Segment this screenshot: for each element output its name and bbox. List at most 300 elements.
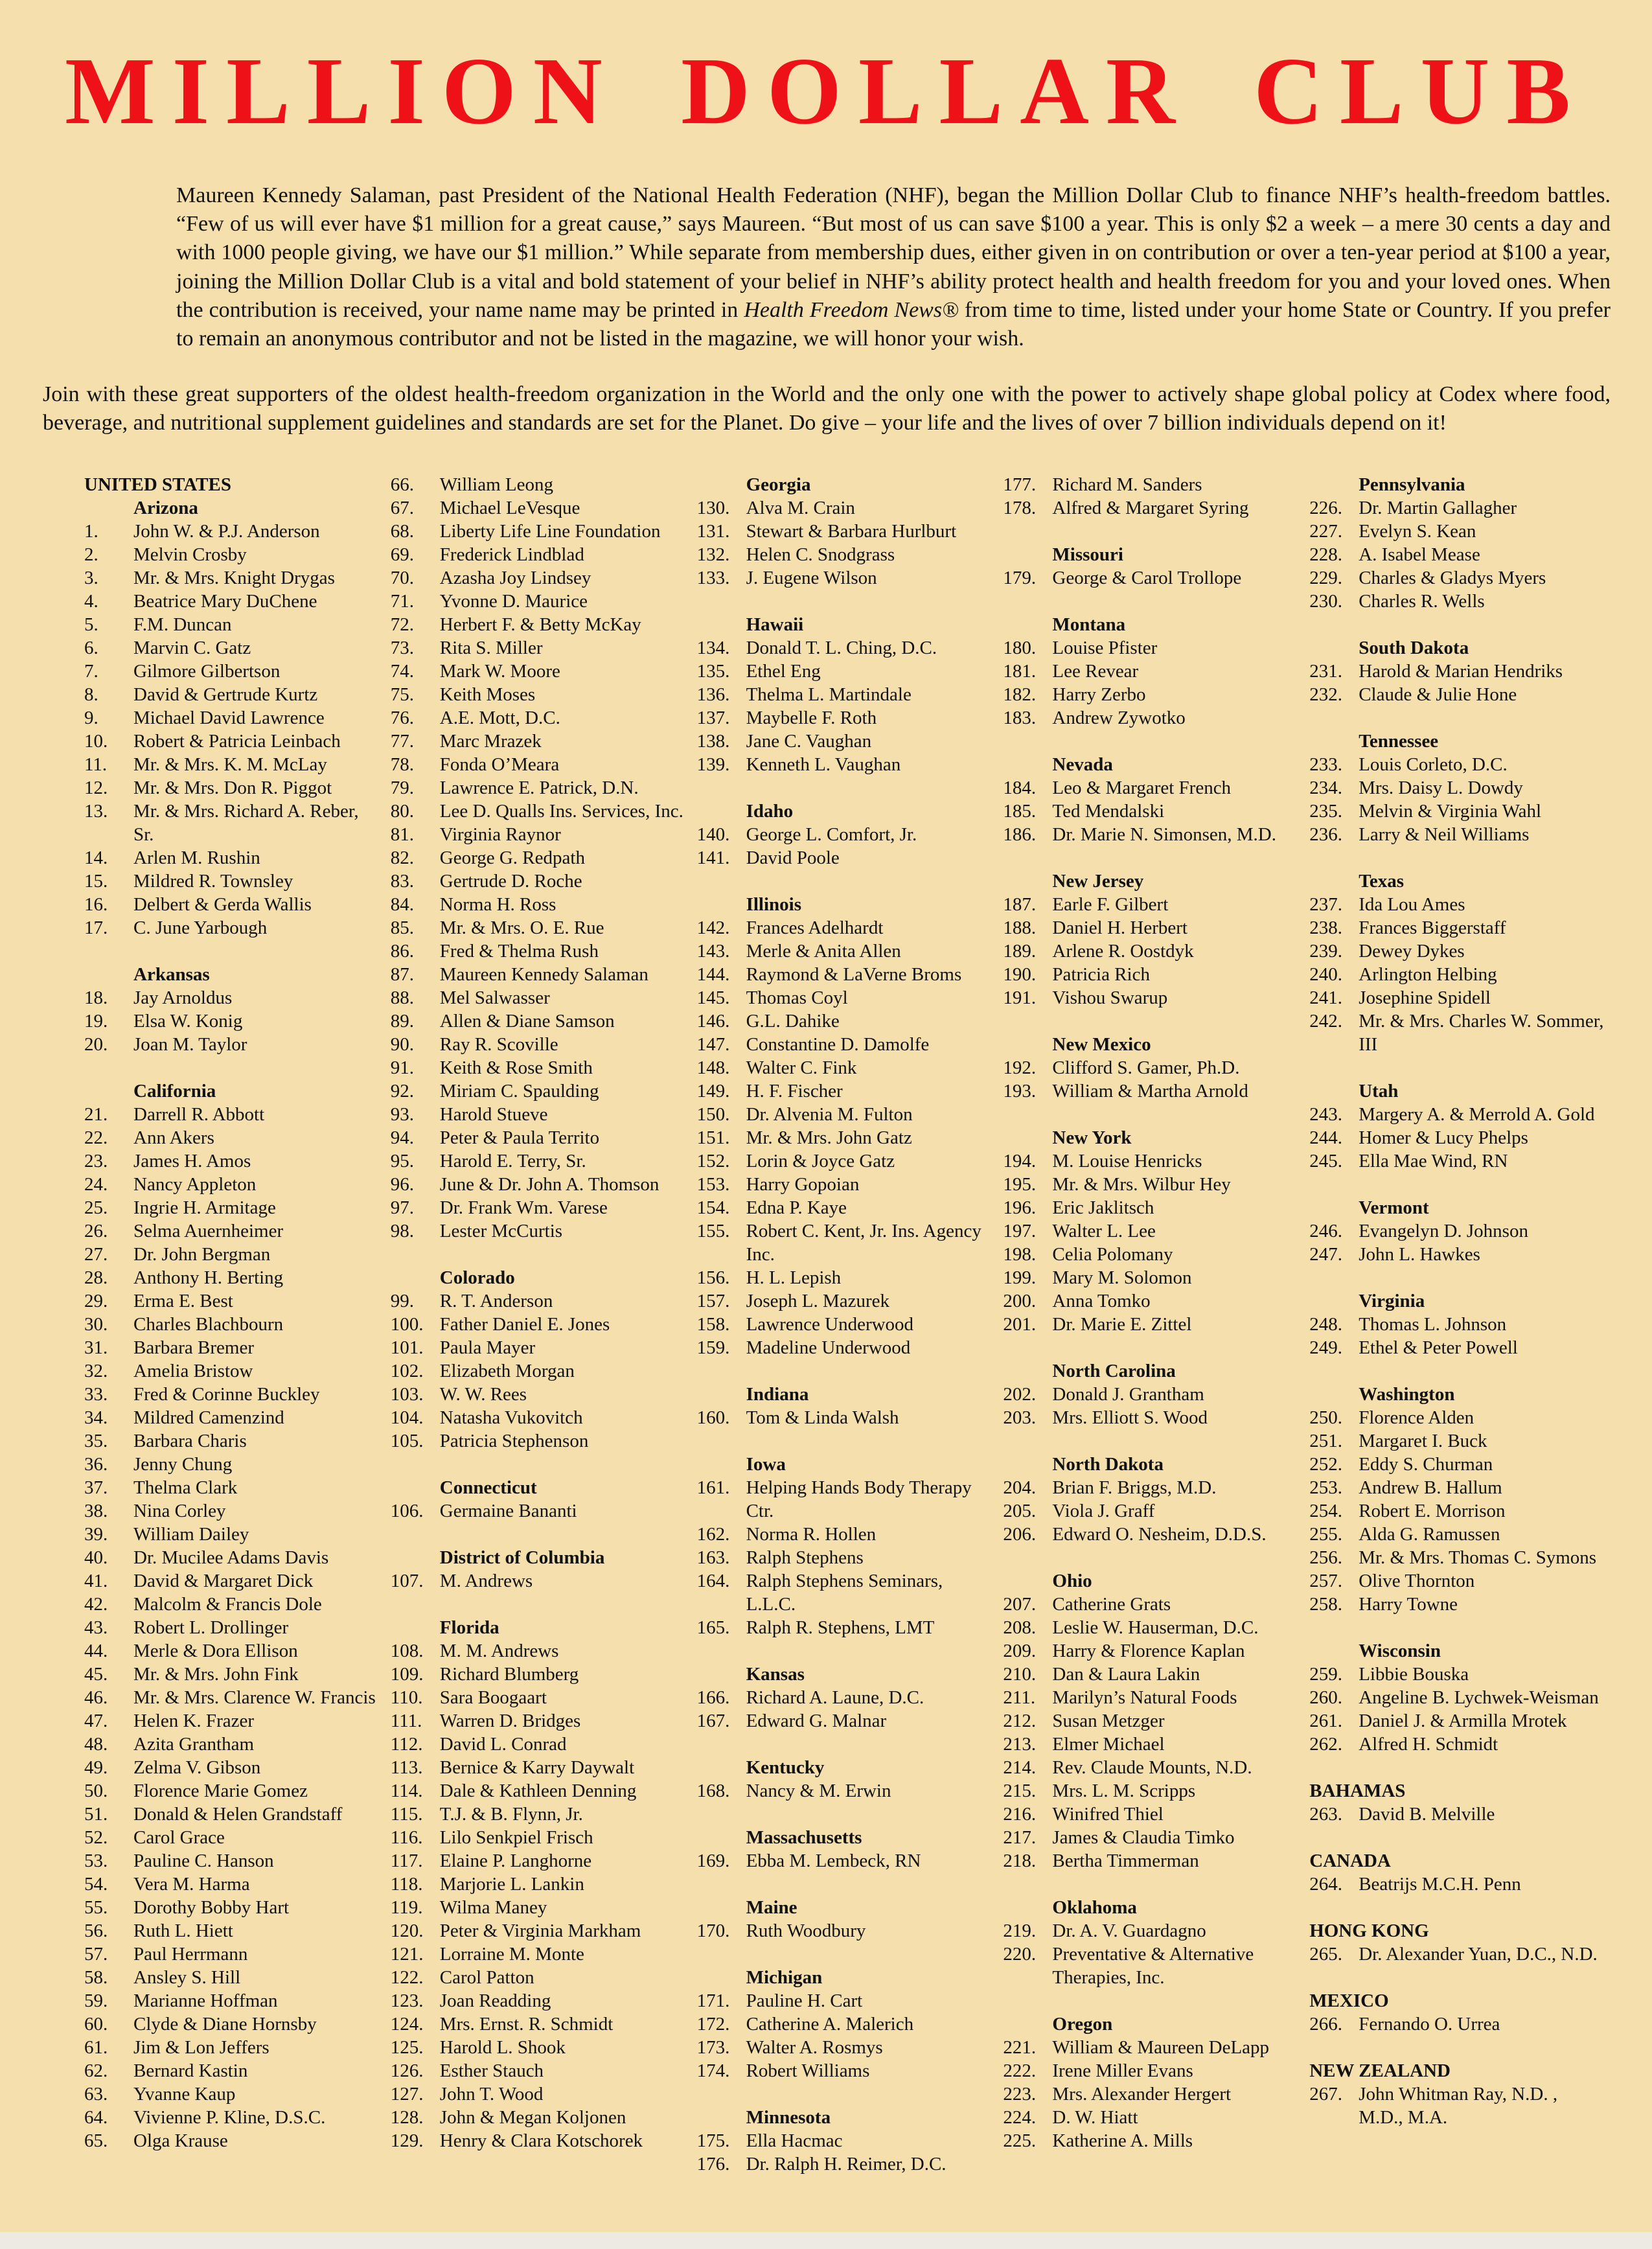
entry-number: 198. (1003, 1243, 1037, 1265)
list-entry (391, 1826, 687, 1849)
state-header: Connecticut (439, 1477, 537, 1498)
entry-number: 42. (84, 1593, 108, 1615)
list-entry (1309, 800, 1605, 823)
list-entry (697, 1709, 993, 1733)
entry-name: John & Megan Koljonen (439, 2106, 626, 2128)
entry-number: 78. (390, 754, 415, 775)
entry-number: 47. (84, 1710, 108, 1731)
entry-number: 123. (390, 1990, 424, 2011)
entry-number: 147. (696, 1033, 730, 1055)
list-entry (697, 1196, 993, 1219)
entry-number: 182. (1003, 684, 1037, 705)
list-entry (84, 1149, 380, 1173)
list-entry (697, 706, 993, 730)
list-entry (1003, 776, 1299, 800)
list-entry (84, 1593, 380, 1616)
entry-number: 153. (696, 1173, 730, 1195)
entry-name: Alva M. Crain (746, 497, 855, 518)
list-entry (1309, 1476, 1605, 1499)
entry-number: 81. (390, 824, 415, 845)
entry-number: 186. (1003, 824, 1037, 845)
entry-name: Alda G. Ramussen (1359, 1523, 1500, 1545)
list-entry (697, 1219, 993, 1266)
entry-number: 87. (390, 963, 415, 985)
entry-name: Virginia Raynor (439, 824, 561, 845)
state-header: New Jersey (1052, 870, 1144, 892)
list-entry (697, 660, 993, 683)
list-entry (1003, 986, 1299, 1009)
list-entry (391, 1359, 687, 1383)
entry-number: 149. (696, 1080, 730, 1101)
entry-name: Harry Zerbo (1052, 684, 1146, 705)
entry-number: 264. (1309, 1873, 1342, 1895)
entry-number: 180. (1003, 637, 1037, 658)
list-entry (84, 520, 380, 543)
entry-name: Frances Biggerstaff (1359, 917, 1506, 938)
list-entry (697, 1079, 993, 1103)
entry-name: Father Daniel E. Jones (439, 1313, 610, 1335)
list-entry (391, 846, 687, 870)
list-entry (1309, 2013, 1605, 2036)
entry-number: 141. (696, 847, 730, 868)
list-entry (84, 1523, 380, 1546)
entry-name: Edna P. Kaye (746, 1197, 847, 1218)
entry-number: 166. (696, 1687, 730, 1708)
entry-number: 209. (1003, 1640, 1037, 1661)
entry-name: Clifford S. Gamer, Ph.D. (1052, 1057, 1240, 1078)
entry-name: Mildred Camenzind (133, 1407, 284, 1428)
entry-number: 238. (1309, 917, 1342, 938)
entry-number: 46. (84, 1687, 108, 1708)
list-entry (1003, 1593, 1299, 1616)
entry-name: Merle & Anita Allen (746, 940, 901, 962)
list-entry (391, 893, 687, 916)
entry-name: Michael David Lawrence (133, 707, 325, 728)
entry-number: 48. (84, 1733, 108, 1755)
entry-number: 144. (696, 963, 730, 985)
list-entry (84, 1429, 380, 1453)
list-entry (1309, 520, 1605, 543)
entry-number: 220. (1003, 1943, 1037, 1965)
list-entry (697, 1989, 993, 2013)
entry-number: 69. (390, 544, 415, 565)
entry-number: 104. (390, 1407, 424, 1428)
entry-name: Pauline C. Hanson (133, 1850, 274, 1871)
entry-name: Arlington Helbing (1359, 963, 1497, 985)
list-entry (84, 706, 380, 730)
entry-number: 5. (84, 614, 98, 635)
entry-name: Lorin & Joyce Gatz (746, 1150, 895, 1171)
state-header: Nevada (1052, 754, 1113, 775)
entry-name: Ida Lou Ames (1359, 894, 1465, 915)
entry-number: 70. (390, 567, 415, 588)
list-entry (391, 1779, 687, 1803)
list-entry (1003, 1196, 1299, 1219)
list-entry (1003, 2082, 1299, 2106)
entry-number: 2. (84, 544, 98, 565)
entry-number: 161. (696, 1477, 730, 1498)
entry-number: 33. (84, 1383, 108, 1405)
entry-number: 77. (390, 730, 415, 752)
entry-name: Dale & Kathleen Denning (439, 1780, 637, 1801)
entry-name: Ethel & Peter Powell (1359, 1337, 1518, 1358)
entry-number: 256. (1309, 1547, 1342, 1568)
entry-number: 261. (1309, 1710, 1342, 1731)
entry-name: Eric Jaklitsch (1052, 1197, 1154, 1218)
list-entry (84, 1359, 380, 1383)
entry-name: George G. Redpath (439, 847, 585, 868)
entry-number: 94. (390, 1127, 415, 1148)
entry-number: 178. (1003, 497, 1037, 518)
entry-name: David Poole (746, 847, 840, 868)
entry-number: 64. (84, 2106, 108, 2128)
entry-number: 240. (1309, 963, 1342, 985)
list-entry (697, 1849, 993, 1873)
entry-number: 86. (390, 940, 415, 962)
list-entry (391, 1126, 687, 1149)
list-entry (84, 590, 380, 613)
entry-name: Lawrence E. Patrick, D.N. (439, 777, 639, 798)
entry-name: Lee Revear (1052, 660, 1139, 682)
entry-number: 41. (84, 1570, 108, 1591)
entry-number: 206. (1003, 1523, 1037, 1545)
list-entry (391, 800, 687, 823)
entry-number: 59. (84, 1990, 108, 2011)
entry-number: 80. (390, 800, 415, 822)
list-entry (391, 1406, 687, 1429)
list-entry (697, 1173, 993, 1196)
entry-name: Constantine D. Damolfe (746, 1033, 930, 1055)
entry-number: 177. (1003, 474, 1037, 495)
entry-number: 139. (696, 754, 730, 775)
entry-name: Celia Polomany (1052, 1243, 1173, 1265)
entry-number: 257. (1309, 1570, 1342, 1591)
list-entry (84, 1219, 380, 1243)
entry-name: Merle & Dora Ellison (133, 1640, 298, 1661)
list-entry (697, 520, 993, 543)
list-entry (391, 2013, 687, 2036)
entry-name: T.J. & B. Flynn, Jr. (439, 1803, 583, 1825)
entry-number: 221. (1003, 2036, 1037, 2058)
entry-name: M. M. Andrews (439, 1640, 559, 1661)
entry-number: 52. (84, 1827, 108, 1848)
list-entry (84, 1803, 380, 1826)
entry-number: 244. (1309, 1127, 1342, 1148)
list-entry (84, 2059, 380, 2082)
entry-name: Stewart & Barbara Hurlburt (746, 520, 957, 542)
entry-name: W. W. Rees (439, 1383, 527, 1405)
list-entry (84, 2082, 380, 2106)
list-entry (1309, 1593, 1605, 1616)
entry-number: 142. (696, 917, 730, 938)
state-header: Massachusetts (746, 1827, 862, 1848)
entry-name: Ebba M. Lembeck, RN (746, 1850, 921, 1871)
list-entry (1003, 473, 1299, 496)
entry-number: 101. (390, 1337, 424, 1358)
entry-number: 226. (1309, 497, 1342, 518)
entry-name: Nina Corley (133, 1500, 226, 1521)
entry-number: 112. (390, 1733, 423, 1755)
list-entry (391, 1219, 687, 1243)
list-entry (1309, 1453, 1605, 1476)
entry-name: William & Maureen DeLapp (1052, 2036, 1270, 2058)
list-entry (84, 1009, 380, 1033)
entry-name: Arlen M. Rushin (133, 847, 260, 868)
list-entry (84, 660, 380, 683)
entry-name: A. Isabel Mease (1359, 544, 1480, 565)
entry-number: 179. (1003, 567, 1037, 588)
entry-number: 255. (1309, 1523, 1342, 1545)
entry-name: Norma H. Ross (439, 894, 556, 915)
country-header: NEW ZEALAND (1309, 2060, 1451, 2081)
list-entry (84, 1546, 380, 1569)
entry-number: 12. (84, 777, 108, 798)
list-entry (84, 1873, 380, 1896)
entry-number: 181. (1003, 660, 1037, 682)
entry-name: Fred & Thelma Rush (439, 940, 599, 962)
list-entry (1309, 1943, 1605, 1966)
list-entry (1003, 1849, 1299, 1873)
entry-number: 245. (1309, 1150, 1342, 1171)
entry-name: Ethel Eng (746, 660, 821, 682)
entry-name: Peter & Paula Territo (439, 1127, 600, 1148)
entry-number: 58. (84, 1966, 108, 1988)
entry-name: F.M. Duncan (133, 614, 232, 635)
list-entry (84, 1663, 380, 1686)
entry-number: 262. (1309, 1733, 1342, 1755)
country-header: BAHAMAS (1309, 1780, 1406, 1801)
list-entry (391, 1009, 687, 1033)
entry-number: 195. (1003, 1173, 1037, 1195)
list-entry (1309, 1873, 1605, 1896)
entry-number: 136. (696, 684, 730, 705)
entry-name: James & Claudia Timko (1052, 1827, 1235, 1848)
state-header: Missouri (1052, 544, 1123, 565)
entry-number: 159. (696, 1337, 730, 1358)
entry-number: 138. (696, 730, 730, 752)
state-header: Tennessee (1359, 730, 1439, 752)
entry-name: Natasha Vukovitch (439, 1407, 583, 1428)
entry-name: Marjorie L. Lankin (439, 1873, 584, 1895)
list-entry (391, 1919, 687, 1943)
entry-number: 50. (84, 1780, 108, 1801)
entry-number: 235. (1309, 800, 1342, 822)
list-entry (1309, 1803, 1605, 1826)
entry-name: Lawrence Underwood (746, 1313, 914, 1335)
state-header: North Dakota (1052, 1453, 1164, 1475)
state-header: Wisconsin (1359, 1640, 1441, 1661)
entry-number: 253. (1309, 1477, 1342, 1498)
entry-name: Liberty Life Line Foundation (439, 520, 661, 542)
list-entry (391, 1709, 687, 1733)
list-entry (391, 2082, 687, 2106)
entry-name: Winifred Thiel (1052, 1803, 1164, 1825)
list-entry (1003, 940, 1299, 963)
entry-number: 212. (1003, 1710, 1037, 1731)
list-entry (1309, 1569, 1605, 1593)
list-entry (391, 753, 687, 776)
state-header: California (133, 1080, 216, 1101)
entry-name: Robert C. Kent, Jr. Ins. Agency Inc. (746, 1220, 981, 1265)
list-entry (84, 1756, 380, 1779)
entry-name: Harold E. Terry, Sr. (439, 1150, 586, 1171)
state-header: Colorado (439, 1267, 515, 1288)
state-header: Georgia (746, 474, 811, 495)
entry-number: 154. (696, 1197, 730, 1218)
entry-name: Selma Auernheimer (133, 1220, 284, 1241)
entry-name: Allen & Diane Samson (439, 1010, 615, 1032)
entry-number: 44. (84, 1640, 108, 1661)
entry-name: James H. Amos (133, 1150, 251, 1171)
entry-name: Edward O. Nesheim, D.D.S. (1052, 1523, 1267, 1545)
entry-name: Mark W. Moore (439, 660, 560, 682)
list-entry (697, 496, 993, 520)
list-entry (697, 1033, 993, 1056)
list-entry (391, 1383, 687, 1406)
entry-number: 172. (696, 2013, 730, 2035)
list-entry (84, 683, 380, 706)
entry-number: 18. (84, 987, 108, 1008)
entry-number: 213. (1003, 1733, 1037, 1755)
entry-number: 214. (1003, 1757, 1037, 1778)
entry-name: Yvanne Kaup (133, 2083, 236, 2105)
list-entry (84, 2106, 380, 2129)
entry-name: Madeline Underwood (746, 1337, 911, 1358)
entry-number: 34. (84, 1407, 108, 1428)
entry-name: David L. Conrad (439, 1733, 567, 1755)
list-entry (697, 636, 993, 660)
list-entry (84, 1639, 380, 1663)
country-header: MEXICO (1309, 1990, 1389, 2011)
list-entry (1003, 1639, 1299, 1663)
list-entry (84, 1709, 380, 1733)
entry-number: 35. (84, 1430, 108, 1451)
entry-name: Keith Moses (439, 684, 536, 705)
list-entry (391, 1803, 687, 1826)
country-header: CANADA (1309, 1850, 1391, 1871)
entry-name: H. F. Fischer (746, 1080, 843, 1101)
list-entry (84, 566, 380, 590)
entry-name: Nancy & M. Erwin (746, 1780, 891, 1801)
entry-number: 176. (696, 2153, 730, 2174)
list-entry (84, 1173, 380, 1196)
entry-name: Marianne Hoffman (133, 1990, 278, 2011)
entry-number: 222. (1003, 2060, 1037, 2081)
entry-name: Helping Hands Body Therapy Ctr. (746, 1477, 972, 1521)
entry-number: 116. (390, 1827, 423, 1848)
entry-number: 251. (1309, 1430, 1342, 1451)
state-header: Iowa (746, 1453, 786, 1475)
entry-name: Sara Boogaart (439, 1687, 547, 1708)
entry-name: Charles & Gladys Myers (1359, 567, 1546, 588)
entry-name: Paula Mayer (439, 1337, 536, 1358)
entry-name: Anthony H. Berting (133, 1267, 284, 1288)
entry-name: Patricia Rich (1052, 963, 1150, 985)
entry-number: 32. (84, 1360, 108, 1381)
entry-name: Dan & Laura Lakin (1052, 1663, 1200, 1685)
entry-number: 91. (390, 1057, 415, 1078)
entry-number: 121. (390, 1943, 424, 1965)
entry-number: 102. (390, 1360, 424, 1381)
entry-name: Leo & Margaret French (1052, 777, 1232, 798)
entry-number: 164. (696, 1570, 730, 1591)
entry-number: 258. (1309, 1593, 1342, 1615)
list-entry (391, 1756, 687, 1779)
entry-number: 55. (84, 1897, 108, 1918)
list-entry (1003, 1406, 1299, 1429)
list-entry (1003, 1056, 1299, 1079)
list-entry (1003, 1243, 1299, 1266)
entry-number: 57. (84, 1943, 108, 1965)
list-entry (1003, 893, 1299, 916)
state-header: New York (1052, 1127, 1132, 1148)
list-entry (697, 1103, 993, 1126)
entry-number: 215. (1003, 1780, 1037, 1801)
entry-name: Richard M. Sanders (1052, 474, 1202, 495)
entry-number: 217. (1003, 1827, 1037, 1848)
list-entry (1309, 776, 1605, 800)
entry-number: 126. (390, 2060, 424, 2081)
entry-number: 125. (390, 2036, 424, 2058)
entry-number: 169. (696, 1850, 730, 1871)
list-entry (1003, 2036, 1299, 2059)
list-entry (84, 846, 380, 870)
list-entry (391, 473, 687, 496)
entry-number: 135. (696, 660, 730, 682)
list-entry (1309, 660, 1605, 683)
entry-name: Carol Grace (133, 1827, 225, 1848)
entry-number: 207. (1003, 1593, 1037, 1615)
entry-name: Thelma Clark (133, 1477, 238, 1498)
entry-name: Gilmore Gilbertson (133, 660, 281, 682)
entry-name: Rev. Claude Mounts, N.D. (1052, 1757, 1252, 1778)
list-entry (391, 1663, 687, 1686)
entry-number: 225. (1003, 2130, 1037, 2151)
entry-name: Paul Herrmann (133, 1943, 248, 1965)
entry-name: Darrell R. Abbott (133, 1103, 265, 1125)
list-entry (391, 706, 687, 730)
entry-number: 98. (390, 1220, 415, 1241)
entry-name: Zelma V. Gibson (133, 1757, 261, 1778)
entry-name: Robert E. Morrison (1359, 1500, 1506, 1521)
list-entry (1003, 1289, 1299, 1313)
entry-number: 252. (1309, 1453, 1342, 1475)
list-entry (84, 1966, 380, 1989)
list-entry (697, 683, 993, 706)
entry-number: 27. (84, 1243, 108, 1265)
entry-number: 242. (1309, 1010, 1342, 1032)
list-entry (84, 1453, 380, 1476)
entry-name: Alfred H. Schmidt (1359, 1733, 1498, 1755)
entry-number: 73. (390, 637, 415, 658)
entry-name: John L. Hawkes (1359, 1243, 1480, 1265)
entry-name: John Whitman Ray, N.D. , M.D., M.A. (1359, 2083, 1558, 2128)
list-entry (84, 2129, 380, 2152)
list-column (697, 473, 993, 2176)
list-entry (391, 2059, 687, 2082)
list-entry (84, 753, 380, 776)
entry-number: 74. (390, 660, 415, 682)
entry-number: 19. (84, 1010, 108, 1032)
list-entry (1003, 706, 1299, 730)
state-header: Utah (1359, 1080, 1399, 1101)
list-entry (1309, 543, 1605, 566)
list-entry (84, 1686, 380, 1709)
entry-name: Keith & Rose Smith (439, 1057, 593, 1078)
list-entry (1309, 1009, 1605, 1056)
entry-number: 109. (390, 1663, 424, 1685)
entry-name: Lilo Senkpiel Frisch (439, 1827, 593, 1848)
